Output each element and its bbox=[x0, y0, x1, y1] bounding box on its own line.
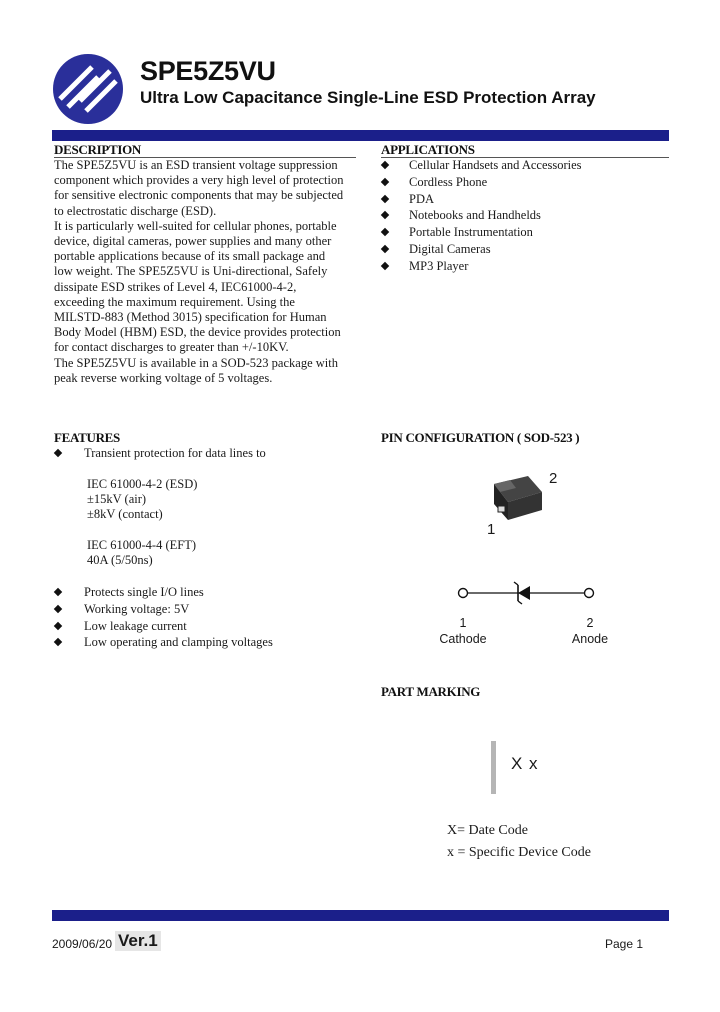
description-line: low weight. The SPE5Z5VU is Uni-directional, Safely bbox=[54, 264, 328, 279]
bullet-diamond-icon bbox=[381, 178, 389, 186]
document-title: SPE5Z5VU bbox=[140, 56, 276, 86]
bullet-diamond-icon bbox=[54, 605, 62, 613]
list-item: Cordless Phone bbox=[382, 174, 582, 191]
list-item: Working voltage: 5V bbox=[55, 601, 273, 618]
bullet-diamond-icon bbox=[54, 449, 62, 457]
bullet-diamond-icon bbox=[381, 262, 389, 270]
list-item: Portable Instrumentation bbox=[382, 224, 582, 241]
bullet-diamond-icon bbox=[381, 194, 389, 202]
pin2-label bbox=[560, 615, 620, 647]
document-subtitle: Ultra Low Capacitance Single-Line ESD Protection Array bbox=[140, 88, 596, 107]
header-divider-bar bbox=[52, 130, 669, 141]
description-line: for sensitive electronic components that may be subjected bbox=[54, 188, 344, 203]
pin-configuration-heading: PIN CONFIGURATION ( SOD-523 ) bbox=[381, 430, 580, 445]
description-line: Body Model (HBM) ESD, the device provides protection bbox=[54, 325, 341, 340]
description-line: device, digital cameras, power supplies and many other bbox=[54, 234, 332, 249]
pin2-name: Anode bbox=[571, 632, 609, 646]
description-line: MILSTD-883 (Method 3015) specification for Human bbox=[54, 310, 327, 325]
marking-pin-indicator bbox=[491, 741, 496, 794]
description-line: It is particularly well-suited for cellular phones, portable bbox=[54, 218, 337, 233]
bullet-diamond-icon bbox=[54, 638, 62, 646]
description-line: The SPE5Z5VU is available in a SOD-523 package with bbox=[54, 355, 338, 370]
applications-list bbox=[382, 157, 582, 275]
legend-device-code: x = Specific Device Code bbox=[447, 844, 591, 860]
features-list-main bbox=[55, 445, 266, 462]
bullet-diamond-icon bbox=[381, 211, 389, 219]
description-line: dissipate ESD strikes of Level 4, IEC61000-4-2, bbox=[54, 279, 297, 294]
applications-heading: APPLICATIONS bbox=[381, 142, 475, 157]
bullet-diamond-icon bbox=[381, 161, 389, 169]
bullet-diamond-icon bbox=[381, 245, 389, 253]
sod523-package-icon bbox=[488, 470, 548, 524]
list-item: MP3 Player bbox=[382, 258, 582, 275]
features-list bbox=[55, 584, 273, 651]
part-marking-code: X x bbox=[511, 754, 539, 773]
footer-page-number: Page 1 bbox=[605, 937, 644, 951]
package-pin2-label: 2 bbox=[549, 470, 558, 487]
part-marking-legend bbox=[447, 820, 591, 863]
description-heading: DESCRIPTION bbox=[54, 142, 141, 157]
list-item: Digital Cameras bbox=[382, 241, 582, 258]
pin1-label bbox=[433, 615, 493, 647]
footer-divider-bar bbox=[52, 910, 669, 921]
pin1-name: Cathode bbox=[439, 632, 487, 646]
bullet-diamond-icon bbox=[54, 621, 62, 629]
package-pin1-label: 1 bbox=[487, 521, 496, 538]
list-item: PDA bbox=[382, 191, 582, 208]
list-item: Low operating and clamping voltages bbox=[55, 634, 273, 651]
footer-version: Ver.1 bbox=[115, 931, 161, 951]
list-item: Cellular Handsets and Accessories bbox=[382, 157, 582, 174]
pin2-number: 2 bbox=[586, 616, 594, 630]
features-heading: FEATURES bbox=[54, 430, 120, 445]
esd-standard: IEC 61000-4-2 (ESD) ±15kV (air) ±8kV (contact) bbox=[87, 477, 198, 521]
description-line: portable applications because of its small package and bbox=[54, 249, 326, 264]
description-line: The SPE5Z5VU is an ESD transient voltage suppression bbox=[54, 158, 338, 172]
company-logo-icon bbox=[52, 53, 124, 125]
bullet-diamond-icon bbox=[54, 588, 62, 596]
list-item: Notebooks and Handhelds bbox=[382, 207, 582, 224]
legend-date-code: X= Date Code bbox=[447, 823, 528, 838]
bullet-diamond-icon bbox=[381, 228, 389, 236]
list-item: Transient protection for data lines to bbox=[55, 445, 266, 462]
eft-standard: IEC 61000-4-4 (EFT) 40A (5/50ns) bbox=[87, 538, 197, 567]
diode-schematic-icon bbox=[452, 580, 602, 606]
footer-date: 2009/06/20 bbox=[52, 937, 113, 951]
pin1-number: 1 bbox=[459, 616, 467, 630]
description-line: for contact discharges to greater than +/-10KV. bbox=[54, 340, 289, 355]
list-item: Protects single I/O lines bbox=[55, 584, 273, 601]
description-line: peak reverse working voltage of 5 voltages. bbox=[54, 370, 273, 385]
description-line: component which provides a very high level of protection bbox=[54, 173, 344, 188]
part-marking-heading: PART MARKING bbox=[381, 684, 481, 699]
list-item: Low leakage current bbox=[55, 618, 273, 635]
description-line: to electrostatic discharge (ESD). bbox=[54, 203, 217, 218]
description-line: exceeding the maximum requirement. Using the bbox=[54, 294, 295, 309]
description-text bbox=[54, 158, 364, 386]
